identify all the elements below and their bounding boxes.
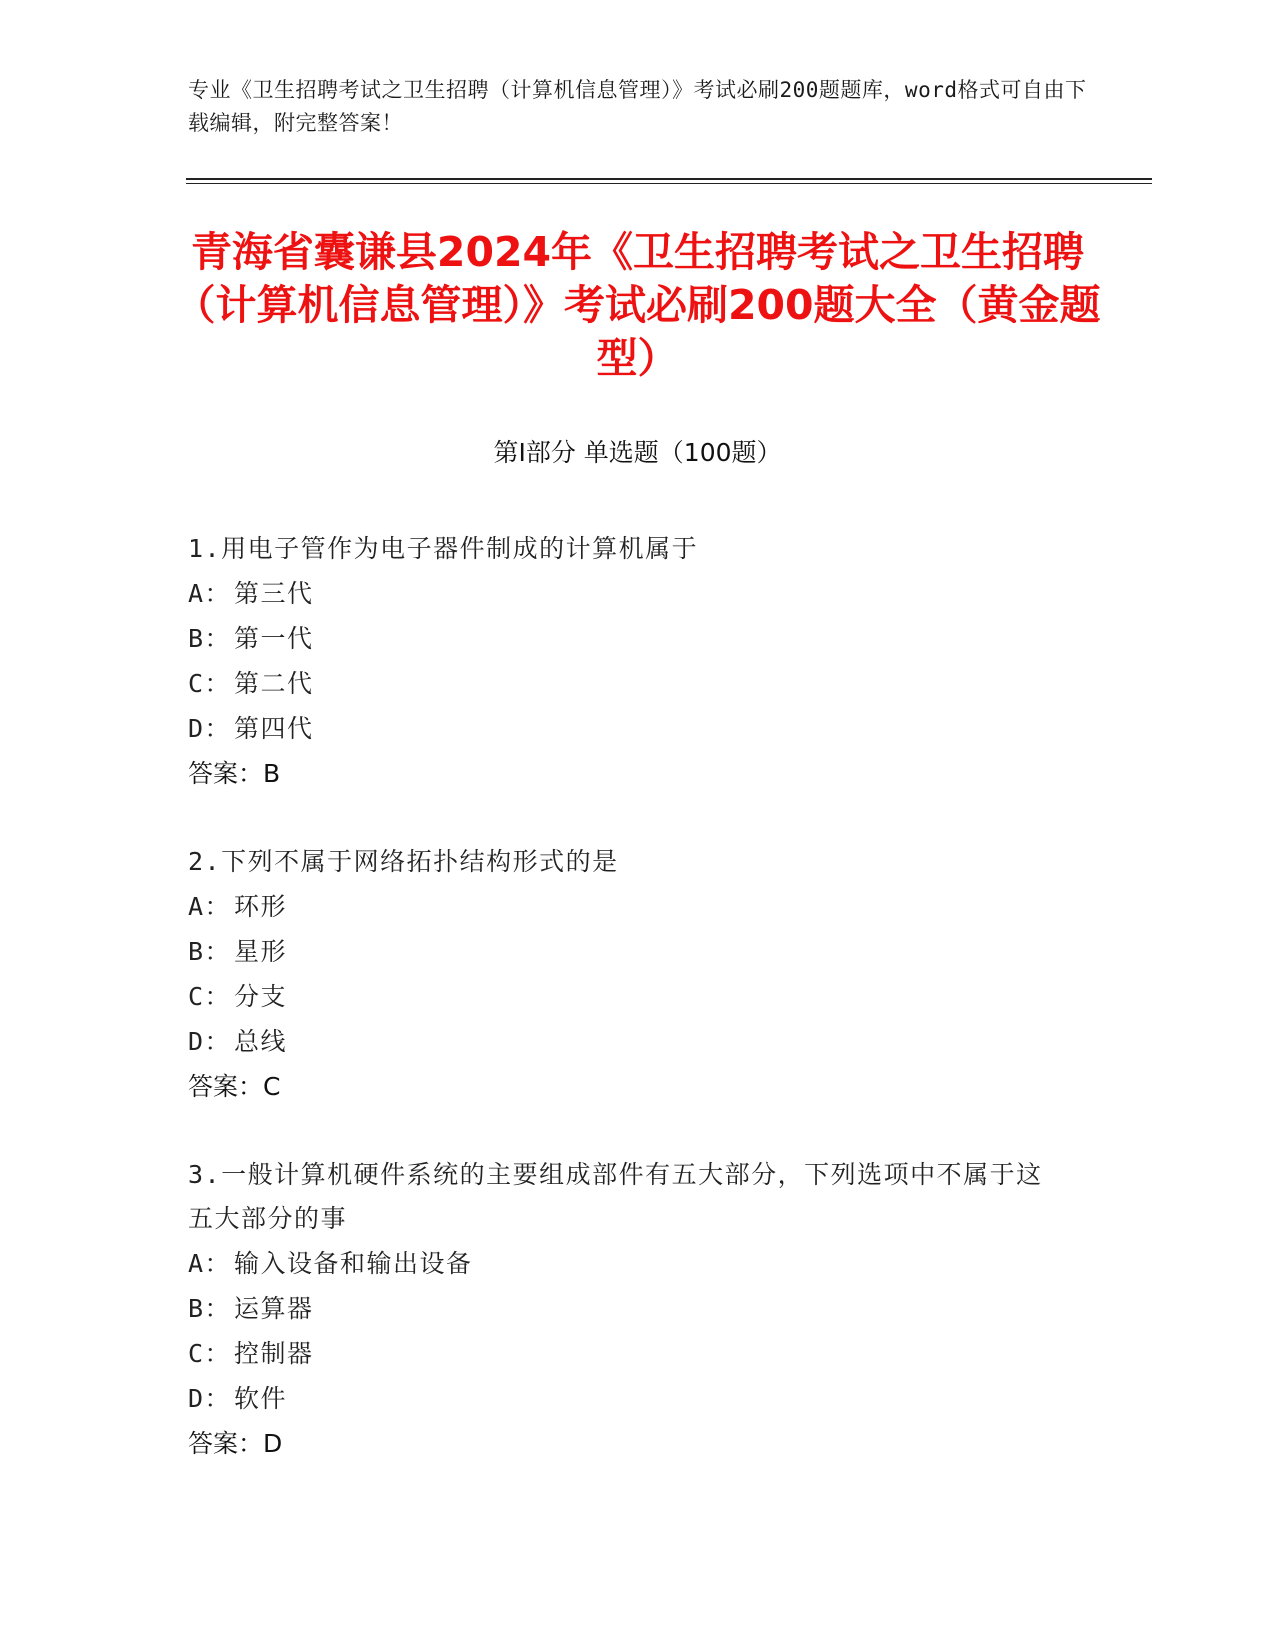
option-text: 第一代 — [234, 624, 314, 653]
option-b — [188, 616, 1068, 661]
option-letter: A： — [188, 1249, 232, 1278]
option-text: 输入设备和输出设备 — [234, 1249, 473, 1278]
option-a — [188, 884, 1068, 929]
option-letter: D： — [188, 1384, 232, 1413]
section-title: 第Ⅰ部分 单选题（100题） — [493, 438, 782, 467]
question-3 — [188, 1153, 1068, 1466]
option-d — [188, 1019, 1068, 1064]
option-text: 运算器 — [234, 1294, 314, 1323]
option-a — [188, 571, 1068, 616]
option-letter: B： — [188, 937, 232, 966]
option-text: 分支 — [234, 982, 288, 1011]
option-text: 第三代 — [234, 579, 314, 608]
question-stem: 1.用电子管作为电子器件制成的计算机属于 — [188, 534, 699, 563]
option-letter: B： — [188, 1294, 232, 1323]
header-divider-thin — [186, 183, 1152, 184]
header-note: 专业《卫生招聘考试之卫生招聘（计算机信息管理）》考试必刷200题题库，word格式可自由下载编辑，附完整答案！ — [188, 78, 1087, 135]
question-answer: 答案：C — [188, 1072, 281, 1101]
document-title: 青海省囊谦县2024年《卫生招聘考试之卫生招聘（计算机信息管理）》考试必刷200题大全（黄金题型） — [174, 228, 1101, 382]
question-2 — [188, 840, 1068, 1109]
option-letter: D： — [188, 714, 232, 743]
question-answer: 答案：D — [188, 1429, 283, 1458]
option-c — [188, 1331, 1068, 1376]
option-a — [188, 1241, 1068, 1286]
option-letter: B： — [188, 624, 232, 653]
option-text: 环形 — [234, 892, 288, 921]
option-text: 星形 — [234, 937, 288, 966]
option-letter: A： — [188, 579, 232, 608]
option-d — [188, 706, 1068, 751]
option-b — [188, 929, 1068, 974]
option-letter: D： — [188, 1027, 232, 1056]
option-letter: C： — [188, 982, 232, 1011]
option-d — [188, 1376, 1068, 1421]
option-c — [188, 974, 1068, 1019]
option-letter: A： — [188, 892, 232, 921]
option-text: 第二代 — [234, 669, 314, 698]
option-letter: C： — [188, 669, 232, 698]
option-b — [188, 1286, 1068, 1331]
question-answer: 答案：B — [188, 759, 281, 788]
option-text: 第四代 — [234, 714, 314, 743]
option-c — [188, 661, 1068, 706]
option-letter: C： — [188, 1339, 232, 1368]
option-text: 总线 — [234, 1027, 288, 1056]
question-stem: 2.下列不属于网络拓扑结构形式的是 — [188, 847, 619, 876]
question-1 — [188, 527, 1068, 796]
question-stem: 3.一般计算机硬件系统的主要组成部件有五大部分，下列选项中不属于这五大部分的事 — [188, 1160, 1043, 1233]
option-text: 软件 — [234, 1384, 288, 1413]
option-text: 控制器 — [234, 1339, 314, 1368]
question-list — [188, 527, 1068, 1510]
header-divider-thick — [186, 178, 1152, 180]
